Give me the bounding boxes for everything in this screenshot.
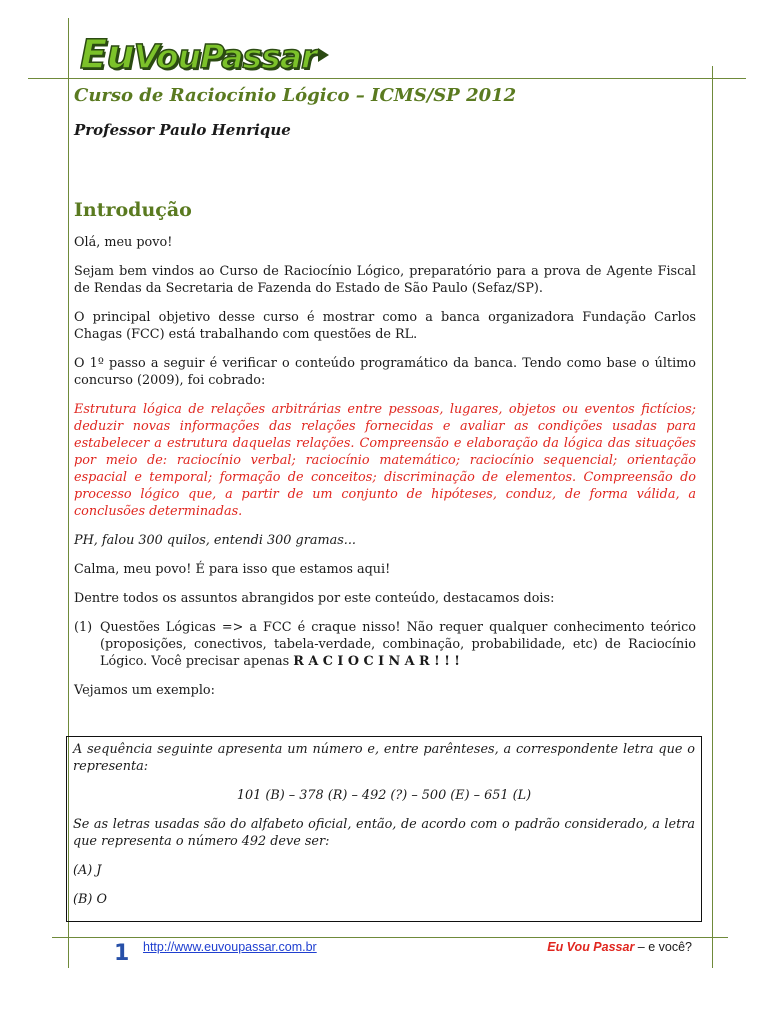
logo-word-eu: Eu	[80, 32, 134, 78]
welcome-paragraph: Sejam bem vindos ao Curso de Raciocínio Lógico, preparatório para a prova de Agente Fiscal de Rendas da Secretaria de Fazenda do Estado de São Paulo (Sefaz/SP).	[74, 264, 696, 296]
footer-tagline: Eu Vou Passar – e você?	[547, 940, 692, 954]
site-link[interactable]: http://www.euvoupassar.com.br	[143, 940, 317, 954]
document-body	[74, 84, 696, 699]
logo-word-vou: Vou	[133, 37, 201, 76]
raciocinar-emphasis: R A C I O C I N A R ! ! !	[293, 654, 460, 669]
right-vertical-rule	[712, 66, 713, 968]
among-paragraph: Dentre todos os assuntos abrangidos por este conteúdo, destacamos dois:	[74, 591, 555, 606]
first-step-paragraph: O 1º passo a seguir é verificar o conteúdo programático da banca. Tendo como base o último concurso (2009), foi cobrado:	[74, 356, 696, 388]
question-statement: A sequência seguinte apresenta um número e, entre parênteses, a correspondente letra que o representa:	[73, 742, 695, 774]
top-horizontal-rule	[28, 78, 746, 79]
list-item	[74, 619, 696, 670]
greeting-paragraph: Olá, meu povo!	[74, 235, 173, 250]
list-item-text: Questões Lógicas => a FCC é craque nisso! Não requer qualquer conhecimento teórico (proposições, conectivos, tabela-verdade, combinação, probabilidade, etc) de Raciocínio Lógico. Você precisar apenas R A C I O C I N A R ! ! !	[100, 620, 696, 669]
footer-brand: Eu Vou Passar	[547, 940, 635, 954]
number-letter-sequence: 101 (B) – 378 (R) – 492 (?) – 500 (E) – 651 (L)	[236, 788, 532, 803]
question-text: Se as letras usadas são do alfabeto oficial, então, de acordo com o padrão considerado, a letra que representa o número 492 deve ser:	[73, 817, 695, 849]
syllabus-paragraph: Estrutura lógica de relações arbitrárias entre pessoas, lugares, objetos ou eventos fictícios; deduzir novas informações das relações fornecidas e avaliar as condições usadas para estabelecer a estrutura daquelas relações. Compreensão e elaboração da lógica das situações por meio de: raciocínio verbal; raciocínio matemático; raciocínio sequencial; orientação espacial e temporal; formação de conceitos; discriminação de elementos. Compreensão do processo lógico que, a partir de um conjunto de hipóteses, conduz, de forma válida, a conclusões determinadas.	[74, 402, 696, 519]
section-heading: Introdução	[74, 199, 192, 221]
example-intro-paragraph: Vejamos um exemplo:	[74, 683, 215, 698]
calm-paragraph: Calma, meu povo! É para isso que estamos aqui!	[74, 562, 391, 577]
list-item-number: (1)	[74, 620, 93, 635]
example-question-box	[66, 736, 702, 922]
professor-name: Professor Paulo Henrique	[74, 121, 291, 139]
page-number: 1	[114, 941, 130, 966]
option-a: (A) J	[73, 863, 102, 878]
bottom-horizontal-rule	[52, 937, 728, 938]
logo-arrow-icon	[318, 48, 329, 62]
course-title: Curso de Raciocínio Lógico – ICMS/SP 2012	[74, 85, 517, 106]
ph-comment-paragraph: PH, falou 300 quilos, entendi 300 gramas...	[74, 533, 356, 548]
eu-vou-passar-logo	[80, 33, 329, 77]
objective-paragraph: O principal objetivo desse curso é mostrar como a banca organizadora Fundação Carlos Chagas (FCC) está trabalhando com questões de RL.	[74, 310, 696, 342]
logo-word-passar: Passar	[200, 37, 317, 76]
option-b: (B) O	[73, 892, 107, 907]
